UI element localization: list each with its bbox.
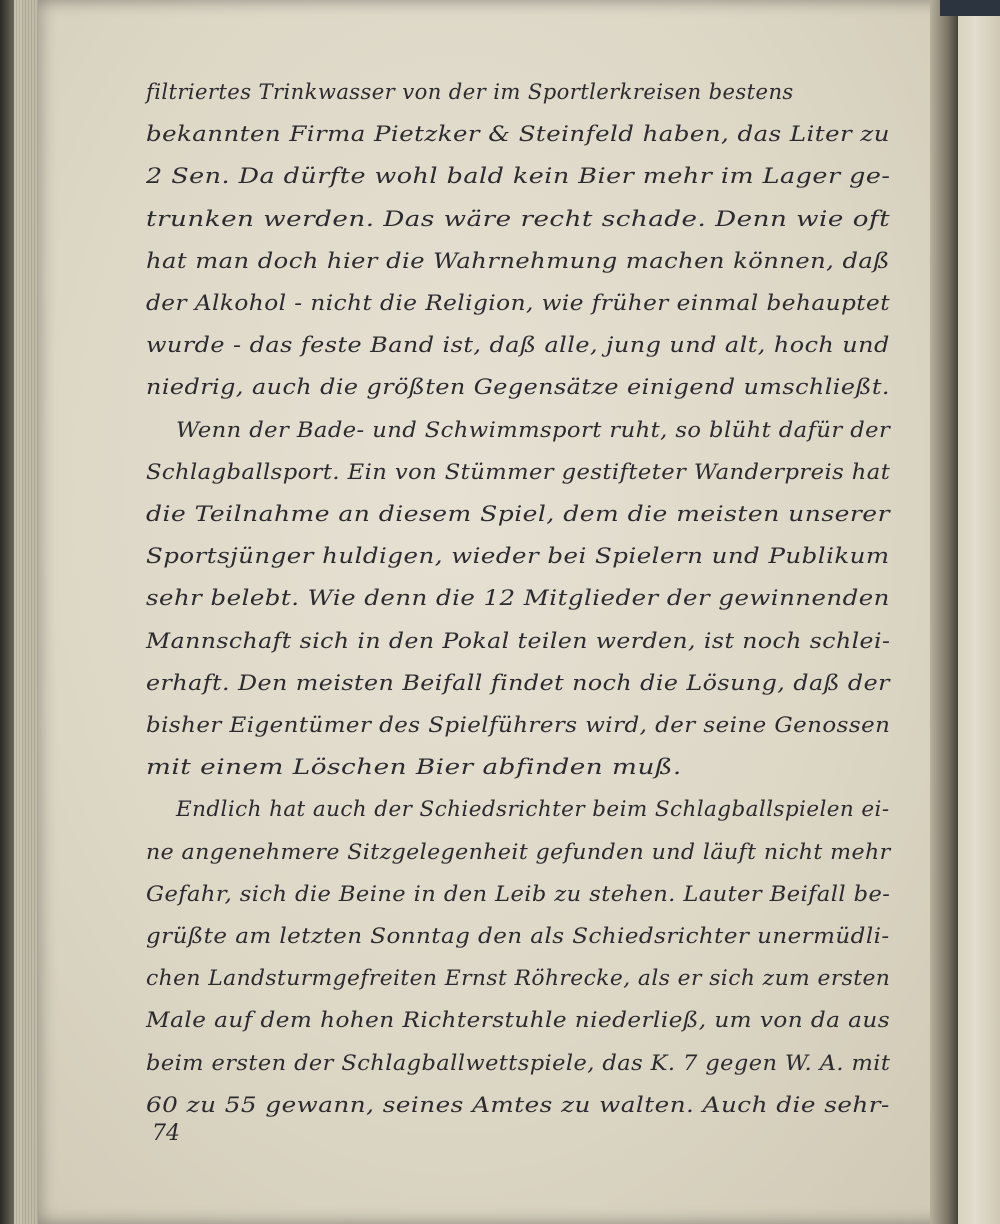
text-line: filtriertes Trinkwasser von der im Sportlerkreisen bestens bbox=[146, 80, 794, 104]
text-line: erhaft. Den meisten Beifall findet noch die Lösung, daß der bbox=[146, 670, 890, 695]
text-line: Mannschaft sich in den Pokal teilen werden, ist noch schlei- bbox=[146, 628, 891, 653]
page-number: 74 bbox=[152, 1121, 180, 1146]
text-line: sehr belebt. Wie denn die 12 Mitglieder der gewinnenden bbox=[146, 586, 890, 611]
text-line: die Teilnahme an diesem Spiel, dem die meisten unserer bbox=[146, 502, 891, 526]
text-line: Gefahr, sich die Beine in den Leib zu stehen. Lauter Beifall be- bbox=[146, 881, 891, 906]
text-line: wurde - das feste Band ist, daß alle, jung und alt, hoch und bbox=[146, 333, 890, 358]
text-line: 60 zu 55 gewann, seines Amtes zu walten. Auch die sehr- bbox=[146, 1092, 890, 1117]
text-line: 2 Sen. Da dürfte wohl bald kein Bier mehr im Lager ge- bbox=[146, 164, 891, 189]
text-line: grüßte am letzten Sonntag den als Schiedsrichter unermüdli- bbox=[146, 924, 890, 948]
text-line: hat man doch hier die Wahrnehmung machen können, daß bbox=[146, 248, 890, 273]
text-line: bisher Eigentümer des Spielführers wird, der seine Genossen bbox=[146, 713, 891, 737]
text-line: chen Landsturmgefreiten Ernst Röhrecke, als er sich zum ersten bbox=[146, 966, 891, 991]
facing-page-edge bbox=[958, 0, 1000, 1224]
text-line: trunken werden. Das wäre recht schade. Denn wie oft bbox=[146, 206, 891, 231]
text-line: ne angenehmere Sitzgelegenheit gefunden und läuft nicht mehr bbox=[146, 839, 891, 864]
text-line: Schlagballsport. Ein von Stümmer gestifteter Wanderpreis hat bbox=[146, 459, 891, 484]
text-line: niedrig, auch die größten Gegensätze einigend umschließt. bbox=[146, 375, 890, 400]
cover-edge bbox=[940, 0, 1000, 16]
text-line: Male auf dem hohen Richterstuhle niederließ, um von da aus bbox=[146, 1008, 891, 1033]
text-line: Sportsjünger huldigen, wieder bei Spielern und Publikum bbox=[146, 544, 890, 569]
text-line: beim ersten der Schlagballwettspiele, das K. 7 gegen W. A. mit bbox=[146, 1050, 891, 1075]
text-line: mit einem Löschen Bier abfinden muß. bbox=[146, 755, 682, 780]
text-line: bekannten Firma Pietzker & Steinfeld haben, das Liter zu bbox=[146, 122, 890, 147]
text-line: Endlich hat auch der Schiedsrichter beim Schlagballspielen ei- bbox=[176, 797, 890, 822]
text-line: Wenn der Bade- und Schwimmsport ruht, so blüht dafür der bbox=[176, 417, 891, 442]
book-gutter bbox=[930, 0, 960, 1224]
text-line: der Alkohol - nicht die Religion, wie früher einmal behauptet bbox=[146, 291, 891, 315]
